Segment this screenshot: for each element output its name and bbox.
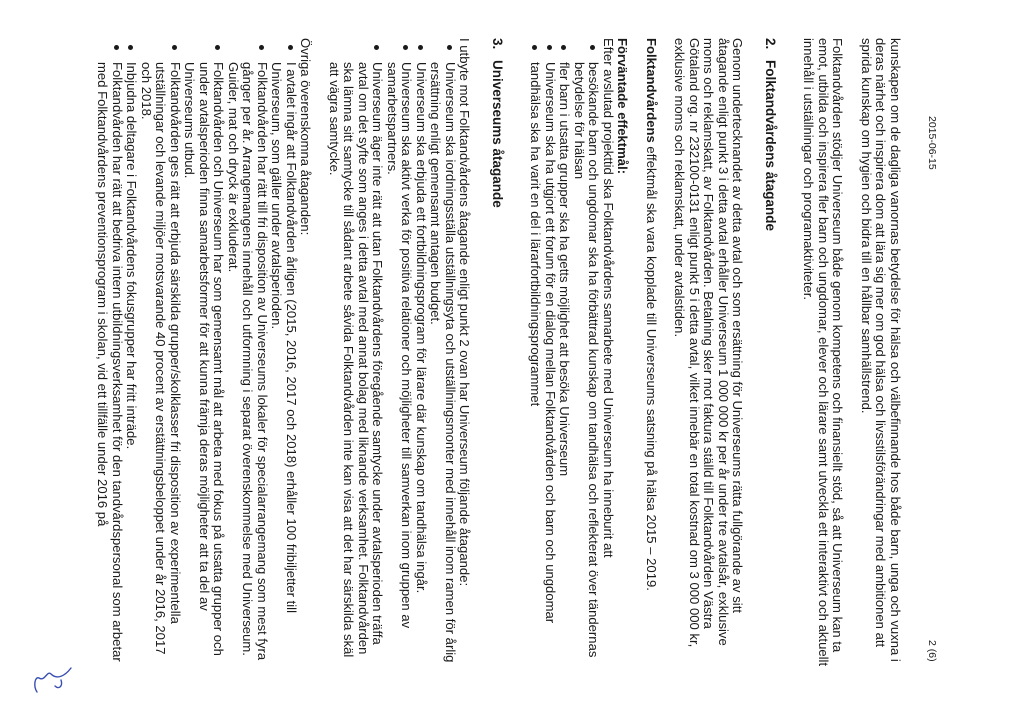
header-date: 2015-06-15 (926, 116, 938, 170)
bullet-icon (172, 45, 177, 50)
list-item: fler barn i utsatta grupper ska ha getts möjlighet att besöka Universeum (557, 62, 572, 668)
intro-paragraph-2: Folktandvården stödjer Universeum både genom kompetens och finansiellt stöd, så att Universeum kan ta emot, utbilda och inspirera fler barn och ungdomar, elever och lärare samt utveckla ett interaktivt och aktuellt innehåll i utställningar och programaktiviteter. (801, 38, 846, 667)
expected-effects-text: Efter avslutad projekttid ska Folktandvårdens samarbete med Universeum ha inneburit att (601, 38, 616, 558)
list-item: besökande barn och ungdomar ska ha förbättrad kunskap om tandhälsa och reflekterat över tändernas betydelse för hälsan (572, 62, 601, 668)
bullet-icon (562, 45, 567, 50)
list-item: Universeum ska aktivt verka för positiva relationer och möjligheter till samverkan inom gruppen av samarbetspartners. (385, 62, 414, 668)
bullet-icon (447, 45, 452, 50)
section-3-title: Universeums åtagande (490, 60, 505, 208)
bullet-icon (375, 45, 380, 50)
other-agreements-list (95, 38, 298, 668)
list-item: Universeum ska iordningsställa utställningsyta och utställningsmonter med innehåll inom ramen för årlig ersättning enligt gemensamt antagen budget. (428, 62, 457, 668)
bullet-icon (259, 45, 264, 50)
list-item: Universeum äger inte rätt att utan Folktandvårdens föregående samtycke under avtalsperioden träffa avtal om det syfte som anges i detta avtal med annat bolag med liknande verksamhet. Folktandvården ska lämna sitt samtycke till sådant arbete såvida Folktandvården inte kan visa att det har särskilda skäl att vägra samtycke. (327, 62, 385, 668)
effect-goal-label: Folktandvårdens (644, 38, 659, 143)
header-page-number: 2 (6) (926, 640, 938, 662)
list-item: Folktandvården har rätt till fri disposition av Universeums lokaler för specialarrangemang som mest fyra gånger per år. Arrangemangens innehåll och utformning i separat överenskommelse med Universeum. Guider, mat och dryck är exkluderat. (226, 62, 270, 668)
list-item: tandhälsa ska ha varit en del i lärarfortbildningsprogrammet (528, 62, 543, 668)
intro-paragraph-1: kunskapen om de dagliga vanornas betydelse för hälsa och välbefinnande hos både barn, unga och vuxna i deras närhet och inspirera dom att lära sig mer om god hälsa och livsstilsförändringar med ambitionen att sprida kunskap om hygien och bidra till en hållbar samhällstrend. (859, 38, 903, 662)
section-3-number: 3. (490, 38, 505, 50)
bullet-icon (216, 45, 221, 50)
expected-effects-label: Förväntade effektmål: (615, 38, 631, 175)
section-2-title: Folktandvårdens åtagande (763, 60, 778, 232)
initials-signature (29, 660, 79, 700)
list-item: Inbjudna deltagare i Folktandvårdens fokusgrupper har fritt inträde. (124, 62, 139, 668)
document-body (95, 38, 902, 668)
section-2-heading (763, 38, 778, 668)
section-3-heading (490, 38, 505, 668)
list-item: Folktandvården har rätt att bedriva intern utbildningsverksamhet för den tandvårdspersonal som arbetar med Folktandvårdens preventionsprogram i skolan, vid ett tillfälle under 2016 på (95, 62, 124, 668)
universeum-obligations-list (327, 38, 458, 668)
effect-goal-paragraph (644, 38, 659, 668)
list-item: I avtalet ingår att Folktandvården årligen (2015, 2016, 2017 och 2018) erhåller 100 fribiljetter till Universeum, som gäller under avtalsperioden. (269, 62, 298, 668)
other-agreements-intro: Övriga överenskomna åtaganden: (298, 38, 314, 236)
bullet-icon (533, 45, 538, 50)
section-2-number: 2. (763, 38, 778, 50)
bullet-icon (404, 45, 409, 50)
effect-goal-text: effektmål ska vara kopplade till Universeums satsning på hälsa 2015 – 2019. (644, 142, 659, 591)
list-item: Universeum ska erbjuda ett fortbildningsprogram för lärare där kunskap om tandhälsa ingår. (414, 62, 429, 668)
bullet-icon (591, 45, 596, 50)
bullet-icon (114, 45, 119, 50)
list-item: Universeum ska ha utgjort ett forum för en dialog mellan Folktandvården och barn och ungdomar (543, 62, 558, 668)
section-2-paragraph: Genom undertecknandet av detta avtal och som ersättning för Universeums rätta fullgörande av sitt åtagande enligt punkt 3 i detta avtal erhåller Universeum 1 000 000 kr per år under tre avtalsår, exklusive moms och reklamskatt, av Folktandvården. Betalning sker mot faktura ställd till Folktandvården Västra Götaland org. nr 232100-0131 enligt punkt 5 i detta avtal, vilket innebär en total kostnad om 3 000 000 kr, exklusive moms och reklamskatt, under avtalstiden. (672, 38, 746, 648)
bullet-icon (129, 45, 134, 50)
list-item: Folktandvården ges rätt att erbjuda särskilda grupper/skolklasser fri disposition av experimentella utställningar och levande miljöer motsvarande 40 procent av erstättningsbeloppet under år 2016, 2017 och 2018. (139, 62, 183, 668)
expected-effects-list (528, 38, 601, 668)
bullet-icon (418, 45, 423, 50)
section-3-intro: I utbyte mot Folktandvårdens åtagande enligt punkt 2 ovan har Universeum följande åtagande: (457, 38, 473, 587)
bullet-icon (288, 45, 293, 50)
bullet-icon (547, 45, 552, 50)
list-item: Folktandvården och Universeum har som gemensamt mål att arbeta med fokus på utsatta grupper och under avtalsperioden finna samarbetsformer för att kunna främja deras möjligheter att ta del av Universeums utbud. (182, 62, 226, 668)
